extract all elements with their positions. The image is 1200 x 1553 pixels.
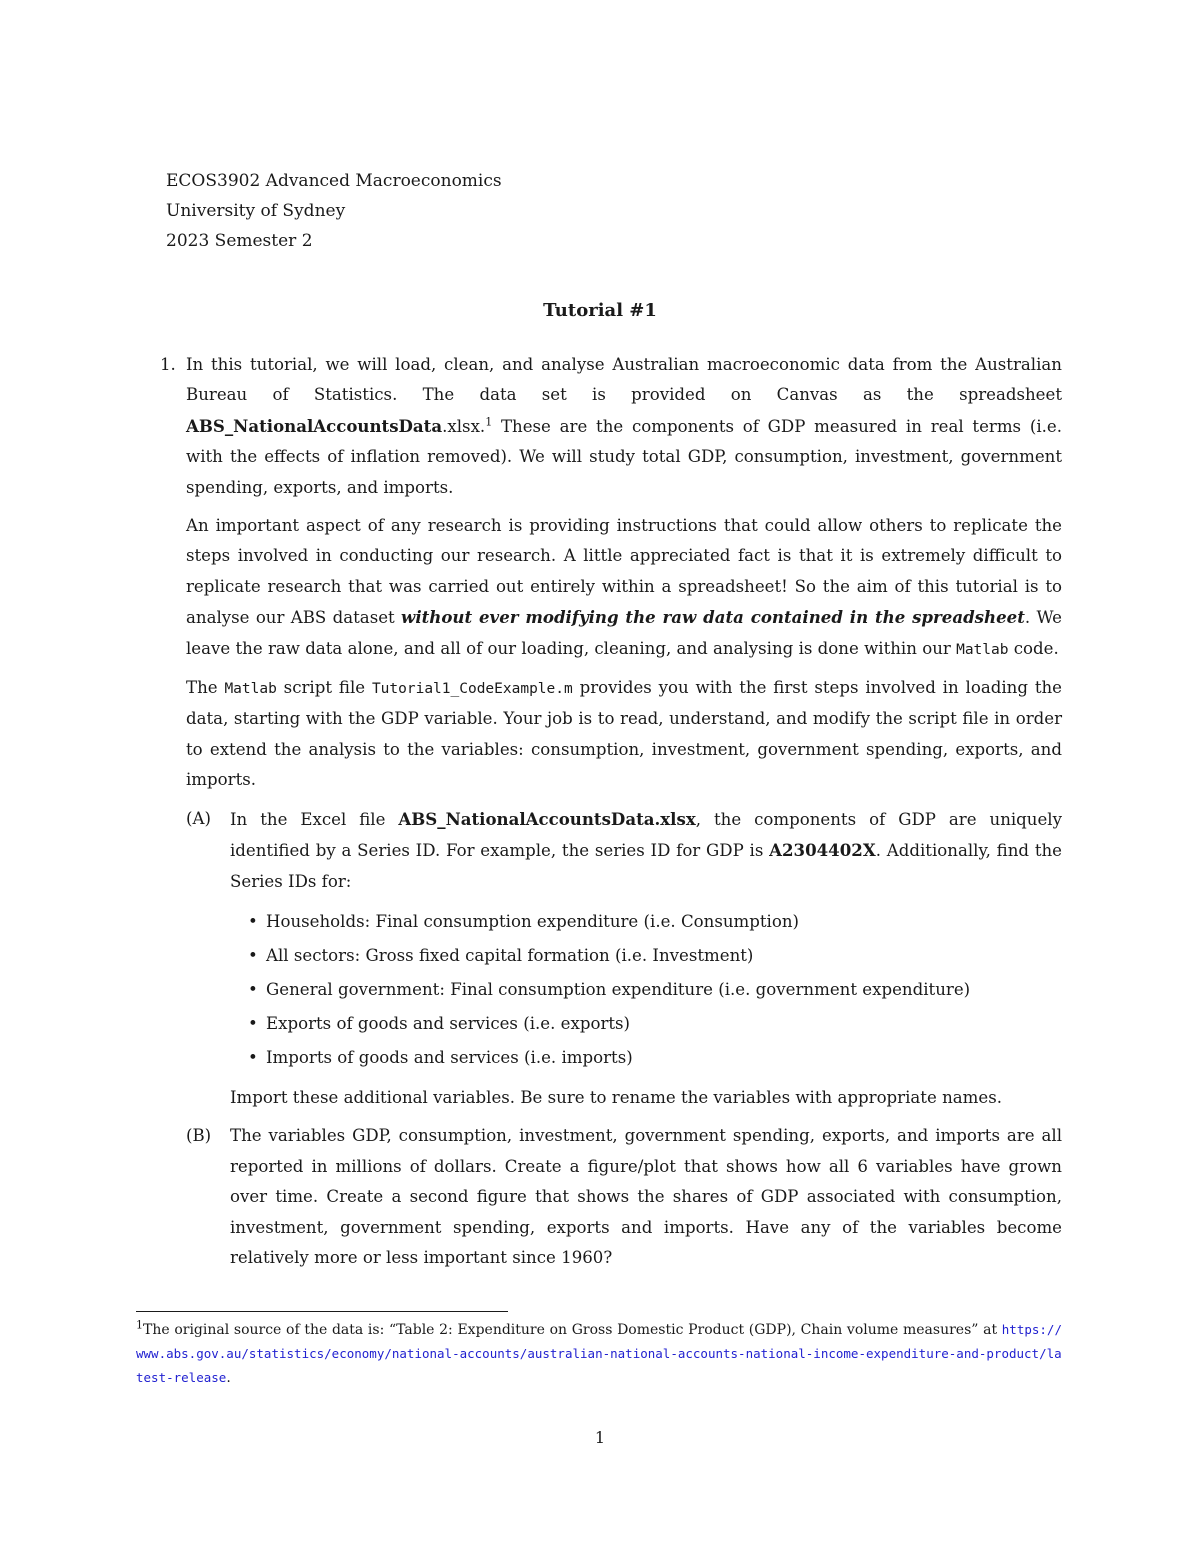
list-item: • All sectors: Gross fixed capital formation (i.e. Investment) [248, 939, 1062, 973]
paragraph-script [186, 673, 1062, 796]
subitem-b [186, 1121, 1062, 1273]
footnote-number: 1 [136, 1318, 143, 1332]
script-text-2: script file [276, 678, 372, 698]
subitem-a-text-2: , the components of GDP are uniquely identified by a Series ID. For example, the series ID for GDP is [230, 809, 1062, 861]
script-filename: Tutorial1_CodeExample.m [371, 681, 573, 698]
research-text-3: code. [1008, 638, 1059, 658]
gdp-series-id: A2304402X [769, 840, 876, 861]
footnote-mark[interactable]: 1 [485, 415, 493, 429]
excel-ext: .xlsx [654, 808, 696, 829]
list-item: • General government: Final consumption expenditure (i.e. government expenditure) [248, 973, 1062, 1007]
spreadsheet-ext: .xlsx. [442, 416, 486, 436]
document-header [166, 166, 502, 256]
footnote-link[interactable]: https://www.abs.gov.au/statistics/economy/national-accounts/australian-national-accounts-national-income-expenditure-and-product/latest-release [136, 1322, 1062, 1385]
intro-text-2: These are the components of GDP measured in real terms (i.e. with the effects of inflation removed). We will study total GDP, consumption, investment, government spending, exports, and imports. [186, 416, 1062, 497]
footnote-rule [136, 1311, 508, 1312]
course-name: ECOS3902 Advanced Macroeconomics [166, 171, 502, 191]
item-number: 1. [160, 355, 176, 374]
research-text: An important aspect of any research is providing instructions that could allow others to replicate the steps involved in conducting our research. A little appreciated fact is that it is extremely difficult to replicate research that was carried out entirely within a spreadsheet! So the aim of this tutorial is to analyse our ABS dataset [186, 516, 1062, 628]
list-item: • Households: Final consumption expenditure (i.e. Consumption) [248, 905, 1062, 939]
excel-filename: ABS_NationalAccountsData [398, 808, 655, 829]
list-item: • Exports of goods and services (i.e. exports) [248, 1007, 1062, 1041]
university-name: University of Sydney [166, 201, 346, 221]
footnote-text: The original source of the data is: “Table 2: Expenditure on Gross Domestic Product (GDP), Chain volume measures” at [143, 1322, 1002, 1338]
subitem-b-text: The variables GDP, consumption, investment, government spending, exports, and imports are all reported in millions of dollars. Create a figure/plot that shows how all 6 variables have grown over time. Create a second figure that shows the shares of GDP associated with consumption, investment, government spending, exports and imports. Have any of the variables become relatively more or less important since 1960? [230, 1126, 1062, 1267]
intro-text: In this tutorial, we will load, clean, and analyse Australian macroeconomic data from the Australian Bureau of Statistics. The data set is provided on Canvas as the spreadsheet [186, 355, 1062, 405]
research-text-2: . We leave the raw data alone, and all of our loading, cleaning, and analysing is done within our [186, 608, 1062, 658]
subitem-a [186, 804, 1062, 1114]
semester: 2023 Semester 2 [166, 231, 313, 251]
emphasis-text: without ever modifying the raw data contained in the spreadsheet [401, 607, 1025, 628]
subitem-a-text [230, 804, 1062, 897]
tutorial-title: Tutorial #1 [543, 300, 657, 321]
subitem-a-label: (A) [186, 808, 211, 828]
subitem-b-label: (B) [186, 1126, 212, 1146]
script-text: The [186, 678, 225, 698]
spreadsheet-filename: ABS_NationalAccountsData [186, 415, 443, 436]
paragraph-research [186, 511, 1062, 665]
subitem-a-text-1: In the Excel file [230, 809, 399, 829]
footnote [136, 1318, 1062, 1390]
footnote-end: . [226, 1370, 231, 1386]
page-number: 1 [594, 1428, 606, 1447]
series-list [230, 905, 1062, 1075]
matlab-keyword: Matlab [224, 681, 277, 698]
paragraph-intro [186, 350, 1062, 503]
list-item: • Imports of goods and services (i.e. imports) [248, 1041, 1062, 1075]
subitem-a-after: Import these additional variables. Be sure to rename the variables with appropriate names. [230, 1087, 1002, 1107]
matlab-keyword: Matlab [956, 641, 1009, 658]
script-text-3: provides you with the first steps involved in loading the data, starting with the GDP variable. Your job is to read, understand, and modify the script file in order to extend the analysis to the variables: consumption, investment, government spending, exports, and imports. [186, 678, 1062, 790]
subitem-a-text-3: . Additionally, find the Series IDs for: [230, 841, 1062, 891]
tutorial-body [160, 350, 1062, 1281]
